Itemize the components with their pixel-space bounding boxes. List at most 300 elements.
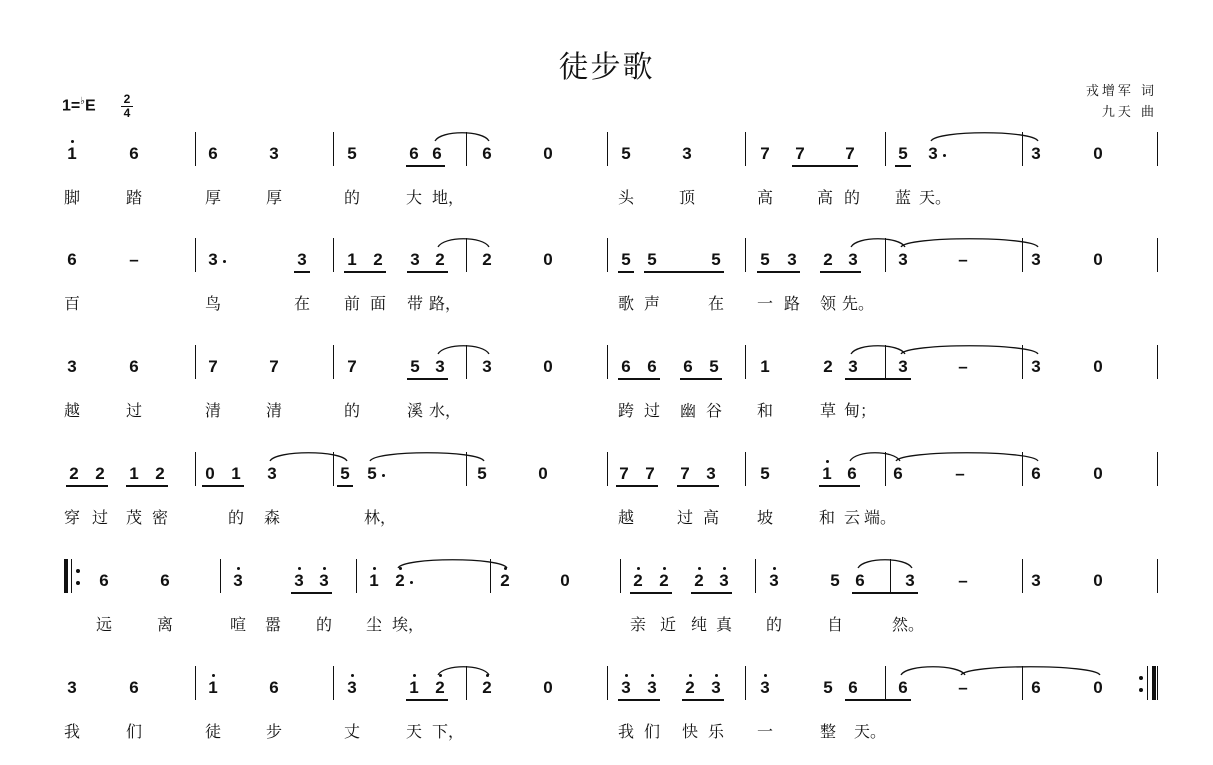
lyric-syllable: 路 bbox=[783, 294, 801, 313]
note: 6 bbox=[409, 144, 419, 163]
lyric-syllable: 亲 bbox=[629, 615, 647, 634]
bar-line bbox=[466, 238, 467, 272]
lyric-syllable: 下， bbox=[431, 722, 465, 741]
note: 5 bbox=[647, 250, 657, 269]
octave-dot bbox=[323, 567, 326, 570]
lyric-syllable: 领 bbox=[819, 294, 837, 313]
lyric-syllable: 在 bbox=[707, 294, 725, 313]
note: 6 bbox=[99, 571, 109, 590]
note: 6 bbox=[847, 464, 857, 483]
note: 1 bbox=[409, 678, 419, 697]
bar-line bbox=[607, 452, 608, 486]
eighth-underline bbox=[616, 485, 658, 487]
lyric-syllable: 蓝 bbox=[894, 188, 912, 207]
note: 3 bbox=[647, 678, 657, 697]
note: 6 bbox=[269, 678, 279, 697]
repeat-start-thick-bar bbox=[64, 559, 68, 593]
lyric-syllable: 大 bbox=[405, 188, 423, 207]
lyric-syllable: 埃， bbox=[391, 615, 425, 634]
lyric-syllable: 越 bbox=[617, 508, 635, 527]
note: 6 bbox=[129, 144, 139, 163]
eighth-underline bbox=[792, 165, 858, 167]
lyric-syllable: 天。 bbox=[853, 722, 887, 741]
eighth-underline bbox=[407, 378, 448, 380]
note: 5 bbox=[340, 464, 350, 483]
note: 6 bbox=[647, 357, 657, 376]
hold-dash: – bbox=[958, 678, 968, 697]
octave-dot bbox=[71, 140, 74, 143]
bar-line bbox=[333, 132, 334, 166]
note: 2 bbox=[69, 464, 79, 483]
note: 0 bbox=[1093, 250, 1103, 269]
bar-line bbox=[466, 452, 467, 486]
note: 5 bbox=[367, 464, 377, 483]
hold-dash: – bbox=[958, 571, 968, 590]
bar-line bbox=[607, 345, 608, 379]
note: 6 bbox=[683, 357, 693, 376]
note: 7 bbox=[795, 144, 805, 163]
note: 2 bbox=[482, 678, 492, 697]
bar-line bbox=[333, 345, 334, 379]
repeat-end-thick-bar bbox=[1152, 666, 1156, 700]
eighth-underline bbox=[757, 271, 800, 273]
eighth-underline bbox=[344, 271, 386, 273]
repeat-dot bbox=[76, 581, 80, 585]
note: 3 bbox=[67, 678, 77, 697]
note: 6 bbox=[129, 357, 139, 376]
bar-line bbox=[1157, 452, 1158, 486]
note: 7 bbox=[845, 144, 855, 163]
note: 5 bbox=[823, 678, 833, 697]
lyric-syllable: 鸟 bbox=[204, 294, 222, 313]
lyric-syllable: 茂 bbox=[125, 508, 143, 527]
note: 2 bbox=[823, 357, 833, 376]
note: 0 bbox=[1093, 144, 1103, 163]
lyric-syllable: 纯 bbox=[690, 615, 708, 634]
lyric-syllable: 过 bbox=[643, 401, 661, 420]
note: 5 bbox=[898, 144, 908, 163]
lyric-syllable: 甸； bbox=[843, 401, 877, 420]
lyric-syllable: 整 bbox=[819, 722, 837, 741]
note: 1 bbox=[760, 357, 770, 376]
note: 2 bbox=[659, 571, 669, 590]
note: 2 bbox=[482, 250, 492, 269]
note: 3 bbox=[928, 144, 938, 163]
note: 5 bbox=[711, 250, 721, 269]
note: 2 bbox=[694, 571, 704, 590]
bar-line bbox=[885, 452, 886, 486]
lyric-syllable: 过 bbox=[91, 508, 109, 527]
note: 0 bbox=[543, 678, 553, 697]
lyric-syllable: 自 bbox=[826, 615, 844, 634]
lyric-syllable: 我 bbox=[63, 722, 81, 741]
lyric-syllable: 的 bbox=[315, 615, 333, 634]
lyric-syllable: 远 bbox=[95, 615, 113, 634]
eighth-underline bbox=[819, 485, 860, 487]
note: 3 bbox=[208, 250, 218, 269]
lyric-syllable: 乐 bbox=[707, 722, 725, 741]
tie-arc bbox=[901, 346, 1038, 354]
octave-dot bbox=[826, 460, 829, 463]
note: 3 bbox=[1031, 357, 1041, 376]
note: 3 bbox=[269, 144, 279, 163]
note: 0 bbox=[560, 571, 570, 590]
tie-arc bbox=[961, 667, 1100, 675]
note: 3 bbox=[1031, 571, 1041, 590]
lyric-syllable: 越 bbox=[63, 401, 81, 420]
eighth-underline bbox=[691, 592, 732, 594]
note: 0 bbox=[1093, 678, 1103, 697]
octave-dot bbox=[439, 674, 442, 677]
lyric-syllable: 我 bbox=[617, 722, 635, 741]
lyric-syllable: 近 bbox=[659, 615, 677, 634]
note: 3 bbox=[67, 357, 77, 376]
bar-line bbox=[1157, 559, 1158, 593]
note: 7 bbox=[208, 357, 218, 376]
bar-line bbox=[1022, 666, 1023, 700]
tie-arc bbox=[851, 346, 905, 354]
octave-dot bbox=[715, 674, 718, 677]
lyric-syllable: 坡 bbox=[756, 508, 774, 527]
note: 7 bbox=[680, 464, 690, 483]
note: 7 bbox=[619, 464, 629, 483]
eighth-underline bbox=[820, 271, 861, 273]
note: 7 bbox=[760, 144, 770, 163]
lyric-syllable: 天。 bbox=[918, 188, 952, 207]
lyric-syllable: 们 bbox=[125, 722, 143, 741]
lyric-syllable: 的 bbox=[227, 508, 245, 527]
tie-arc bbox=[896, 453, 1038, 461]
note: 1 bbox=[208, 678, 218, 697]
note: 6 bbox=[1031, 464, 1041, 483]
lyric-syllable: 地， bbox=[431, 188, 465, 207]
composer-credit: 九天 曲 bbox=[1101, 105, 1157, 120]
bar-line bbox=[356, 559, 357, 593]
octave-dot bbox=[373, 567, 376, 570]
lyric-syllable: 一 bbox=[756, 722, 774, 741]
eighth-underline bbox=[895, 165, 911, 167]
octave-dot bbox=[486, 674, 489, 677]
lyric-syllable: 云 bbox=[843, 508, 861, 527]
note: 1 bbox=[822, 464, 832, 483]
repeat-start-thin-bar bbox=[71, 559, 72, 593]
bar-line bbox=[745, 238, 746, 272]
eighth-underline bbox=[644, 271, 724, 273]
lyric-syllable: 徒 bbox=[204, 722, 222, 741]
eighth-underline bbox=[407, 271, 448, 273]
bar-line bbox=[1022, 559, 1023, 593]
octave-dot bbox=[698, 567, 701, 570]
time-signature: 2 4 bbox=[120, 93, 134, 120]
eighth-underline bbox=[682, 699, 724, 701]
note: 2 bbox=[633, 571, 643, 590]
tie-arc bbox=[851, 239, 905, 247]
lyric-syllable: 嚣 bbox=[264, 615, 282, 634]
lyric-syllable: 天 bbox=[405, 722, 423, 741]
bar-line bbox=[745, 452, 746, 486]
bar-line bbox=[1022, 132, 1023, 166]
tie-arc bbox=[438, 346, 489, 354]
lyric-syllable: 的 bbox=[343, 188, 361, 207]
bar-line bbox=[466, 345, 467, 379]
note: 7 bbox=[269, 357, 279, 376]
lyric-syllable: 踏 bbox=[125, 188, 143, 207]
lyric-syllable: 的 bbox=[843, 188, 861, 207]
lyric-syllable: 过 bbox=[125, 401, 143, 420]
note: 3 bbox=[1031, 144, 1041, 163]
note: 5 bbox=[760, 250, 770, 269]
hold-dash: – bbox=[955, 464, 965, 483]
eighth-underline bbox=[291, 592, 332, 594]
octave-dot bbox=[651, 674, 654, 677]
lyric-syllable: 喧 bbox=[229, 615, 247, 634]
eighth-underline bbox=[618, 378, 660, 380]
note: 3 bbox=[621, 678, 631, 697]
bar-line bbox=[466, 132, 467, 166]
note: 2 bbox=[500, 571, 510, 590]
hold-dash: – bbox=[958, 357, 968, 376]
octave-dot bbox=[625, 674, 628, 677]
note: 3 bbox=[760, 678, 770, 697]
lyric-syllable: 溪 bbox=[406, 401, 424, 420]
note: 3 bbox=[787, 250, 797, 269]
note: 0 bbox=[1093, 571, 1103, 590]
tie-arc bbox=[438, 667, 489, 675]
tie-arc bbox=[901, 239, 1038, 247]
lyric-syllable: 过 bbox=[676, 508, 694, 527]
lyric-syllable: 步 bbox=[265, 722, 283, 741]
lyric-syllable: 密 bbox=[151, 508, 169, 527]
lyric-syllable: 百 bbox=[63, 294, 81, 313]
eighth-underline bbox=[852, 592, 918, 594]
eighth-underline bbox=[677, 485, 719, 487]
octave-dot bbox=[773, 567, 776, 570]
bar-line bbox=[333, 452, 334, 486]
octave-dot bbox=[351, 674, 354, 677]
augmentation-dot bbox=[223, 260, 226, 263]
note: 6 bbox=[432, 144, 442, 163]
note: 0 bbox=[543, 250, 553, 269]
lyric-syllable: 跨 bbox=[617, 401, 635, 420]
note: 3 bbox=[347, 678, 357, 697]
tie-arc bbox=[901, 667, 965, 675]
note: 2 bbox=[395, 571, 405, 590]
bar-line bbox=[1022, 452, 1023, 486]
tie-arc bbox=[435, 133, 489, 141]
lyricist-credit: 戎增军 词 bbox=[1085, 84, 1157, 99]
lyric-syllable: 清 bbox=[204, 401, 222, 420]
lyric-syllable: 离 bbox=[156, 615, 174, 634]
lyric-syllable: 和 bbox=[756, 401, 774, 420]
lyric-syllable: 路， bbox=[428, 294, 462, 313]
note: 6 bbox=[855, 571, 865, 590]
note: 3 bbox=[267, 464, 277, 483]
note: 5 bbox=[621, 250, 631, 269]
note: 3 bbox=[410, 250, 420, 269]
lyric-syllable: 尘 bbox=[365, 615, 383, 634]
eighth-underline bbox=[618, 271, 634, 273]
lyric-syllable: 端。 bbox=[863, 508, 897, 527]
octave-dot bbox=[298, 567, 301, 570]
note: 3 bbox=[682, 144, 692, 163]
note: 6 bbox=[482, 144, 492, 163]
note: 1 bbox=[347, 250, 357, 269]
bar-line bbox=[755, 559, 756, 593]
octave-dot bbox=[212, 674, 215, 677]
hold-dash: – bbox=[129, 250, 139, 269]
note: 2 bbox=[373, 250, 383, 269]
note: 6 bbox=[1031, 678, 1041, 697]
bar-line bbox=[490, 559, 491, 593]
note: 3 bbox=[706, 464, 716, 483]
lyric-syllable: 穿 bbox=[63, 508, 81, 527]
note: 6 bbox=[129, 678, 139, 697]
eighth-underline bbox=[126, 485, 168, 487]
eighth-underline bbox=[406, 165, 445, 167]
lyric-syllable: 头 bbox=[617, 188, 635, 207]
note: 0 bbox=[543, 357, 553, 376]
octave-dot bbox=[237, 567, 240, 570]
lyric-syllable: 顶 bbox=[678, 188, 696, 207]
bar-line bbox=[1157, 345, 1158, 379]
bar-line bbox=[885, 345, 886, 379]
lyric-syllable: 的 bbox=[343, 401, 361, 420]
lyric-syllable: 林， bbox=[363, 508, 397, 527]
note: 0 bbox=[1093, 357, 1103, 376]
note: 0 bbox=[205, 464, 215, 483]
note: 6 bbox=[893, 464, 903, 483]
eighth-underline bbox=[630, 592, 672, 594]
eighth-underline bbox=[294, 271, 310, 273]
bar-line bbox=[1157, 238, 1158, 272]
lyric-syllable: 水， bbox=[428, 401, 462, 420]
note: 3 bbox=[435, 357, 445, 376]
bar-line bbox=[1157, 666, 1158, 700]
note: 3 bbox=[294, 571, 304, 590]
lyric-syllable: 然。 bbox=[891, 615, 925, 634]
octave-dot bbox=[663, 567, 666, 570]
bar-line bbox=[607, 132, 608, 166]
song-title: 徒步歌 bbox=[558, 50, 655, 85]
note: 3 bbox=[297, 250, 307, 269]
eighth-underline bbox=[618, 699, 660, 701]
bar-line bbox=[333, 666, 334, 700]
bar-line bbox=[195, 666, 196, 700]
note: 2 bbox=[823, 250, 833, 269]
eighth-underline bbox=[845, 378, 911, 380]
octave-dot bbox=[399, 567, 402, 570]
note: 2 bbox=[435, 678, 445, 697]
bar-line bbox=[333, 238, 334, 272]
lyric-syllable: 高 bbox=[816, 188, 834, 207]
note: 6 bbox=[67, 250, 77, 269]
lyric-syllable: 草 bbox=[819, 401, 837, 420]
octave-dot bbox=[723, 567, 726, 570]
note: 2 bbox=[435, 250, 445, 269]
repeat-end-thin-bar bbox=[1147, 666, 1148, 700]
lyric-syllable: 森 bbox=[263, 508, 281, 527]
note: 5 bbox=[709, 357, 719, 376]
tie-arc bbox=[858, 560, 912, 568]
note: 3 bbox=[848, 250, 858, 269]
note: 1 bbox=[369, 571, 379, 590]
note: 1 bbox=[231, 464, 241, 483]
bar-line bbox=[745, 666, 746, 700]
note: 3 bbox=[848, 357, 858, 376]
note: 1 bbox=[67, 144, 77, 163]
lyric-syllable: 高 bbox=[702, 508, 720, 527]
note: 3 bbox=[898, 357, 908, 376]
lyric-syllable: 幽 bbox=[679, 401, 697, 420]
bar-line bbox=[620, 559, 621, 593]
bar-line bbox=[745, 132, 746, 166]
lyric-syllable: 快 bbox=[681, 722, 699, 741]
bar-line bbox=[607, 238, 608, 272]
bar-line bbox=[195, 345, 196, 379]
note: 3 bbox=[482, 357, 492, 376]
eighth-underline bbox=[66, 485, 108, 487]
key-signature: 1=♭E bbox=[62, 96, 96, 115]
note: 3 bbox=[1031, 250, 1041, 269]
repeat-dot bbox=[76, 569, 80, 573]
lyric-syllable: 脚 bbox=[63, 188, 81, 207]
hold-dash: – bbox=[958, 250, 968, 269]
lyric-syllable: 的 bbox=[765, 615, 783, 634]
note: 1 bbox=[129, 464, 139, 483]
lyric-syllable: 歌 bbox=[617, 294, 635, 313]
note: 5 bbox=[760, 464, 770, 483]
note: 6 bbox=[160, 571, 170, 590]
note: 6 bbox=[208, 144, 218, 163]
eighth-underline bbox=[845, 699, 911, 701]
augmentation-dot bbox=[382, 474, 385, 477]
lyric-syllable: 一 bbox=[756, 294, 774, 313]
lyric-syllable: 高 bbox=[756, 188, 774, 207]
note: 0 bbox=[543, 144, 553, 163]
note: 6 bbox=[621, 357, 631, 376]
note: 2 bbox=[685, 678, 695, 697]
note: 0 bbox=[1093, 464, 1103, 483]
lyric-syllable: 先。 bbox=[841, 294, 875, 313]
augmentation-dot bbox=[943, 154, 946, 157]
note: 2 bbox=[155, 464, 165, 483]
repeat-dot bbox=[1139, 676, 1143, 680]
tie-arc bbox=[438, 239, 489, 247]
eighth-underline bbox=[202, 485, 244, 487]
note: 7 bbox=[347, 357, 357, 376]
lyric-syllable: 前 bbox=[343, 294, 361, 313]
bar-line bbox=[466, 666, 467, 700]
bar-line bbox=[1157, 132, 1158, 166]
bar-line bbox=[885, 132, 886, 166]
lyric-syllable: 声 bbox=[643, 294, 661, 313]
bar-line bbox=[195, 132, 196, 166]
lyric-syllable: 在 bbox=[293, 294, 311, 313]
note: 5 bbox=[410, 357, 420, 376]
bar-line bbox=[745, 345, 746, 379]
note: 0 bbox=[538, 464, 548, 483]
lyric-syllable: 丈 bbox=[343, 722, 361, 741]
lyric-syllable: 谷 bbox=[705, 401, 723, 420]
octave-dot bbox=[764, 674, 767, 677]
tie-arc bbox=[270, 453, 347, 461]
lyric-syllable: 真 bbox=[715, 615, 733, 634]
note: 3 bbox=[233, 571, 243, 590]
bar-line bbox=[1022, 345, 1023, 379]
note: 5 bbox=[347, 144, 357, 163]
bar-line bbox=[885, 666, 886, 700]
lyric-syllable: 清 bbox=[265, 401, 283, 420]
